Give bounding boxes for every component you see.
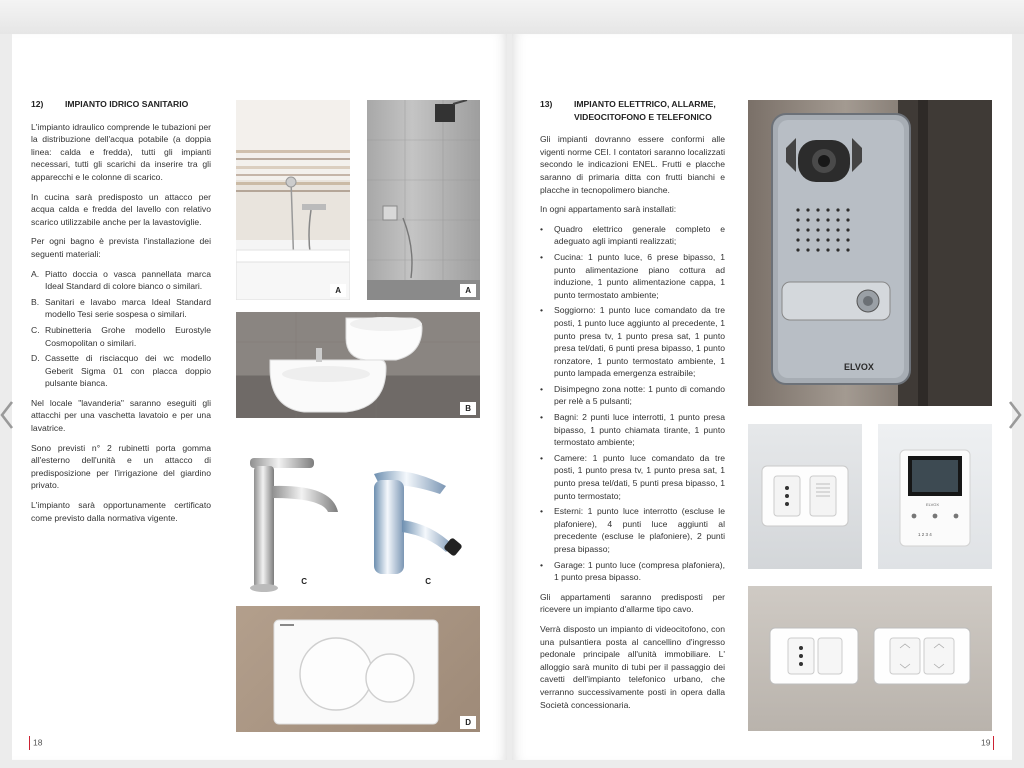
bidet-mixer-photo — [360, 460, 480, 594]
paragraph: Gli appartamenti saranno predisposti per ricevere un impianto d'allarme tipo cavo. — [540, 591, 725, 615]
chevron-right-icon[interactable] — [1008, 400, 1022, 430]
paragraph: Gli impianti dovranno essere conformi alle vigenti norme CEI. I contatori saranno localizzati secondo le indicazioni ENEL. Frutti e placche saranno di primaria ditta con frutti bianchi e placche in tecnopolimero bianche. — [540, 134, 725, 195]
paragraph: Verrà disposto un impianto di videocitofono, con una pulsantiera posta al cancellino d'ingresso pedonale principale all'unità immobiliare. L' alloggio sarà munito di tubi per il passaggio dei cavetti dell'impianto telefonico urbano, che verranno successivamente posti in opera dalla Società concessionaria. — [540, 623, 725, 710]
section-heading — [31, 98, 211, 111]
bathtub-photo — [236, 100, 350, 300]
left-text-column — [31, 98, 211, 531]
list-item: • Bagni: 2 punti luce interrotti, 1 punto presa bipasso, 1 punto chiamata tirante, 1 punto termostato ambiente; — [540, 412, 725, 448]
paragraph: L'impianto sarà opportunamente certificato come previsto dalla normativa vigente. — [31, 500, 211, 523]
photo-tag: C — [420, 575, 436, 588]
list-item: • Esterni: 1 punto luce interrotto (escluse le plafoniere), 4 punti luce aggiunti al precedente (escluse le plafoniere), 2 punti presa bipasso; — [540, 506, 725, 554]
list-item: D. Cassette di risciacquo dei wc modello Geberit Sigma 01 con placca doppio pulsante bianca. — [31, 353, 211, 389]
socket-switch-photo — [748, 424, 862, 569]
section-number: 12) — [31, 99, 44, 109]
intercom-panel-photo — [748, 100, 992, 406]
list-item: C. Rubinetteria Grohe modello Eurostyle Cosmopolitan o similari. — [31, 324, 211, 348]
right-text-column — [540, 98, 725, 718]
monitor-keypad-labels: 1 2 3 4 — [918, 532, 932, 537]
paragraph: Nel locale "lavanderia" saranno eseguiti gli attacchi per una vaschetta lavatoio e per una lavatrice. — [31, 397, 211, 434]
list-item: • Disimpegno zona notte: 1 punto di comando per relè a 5 pulsanti; — [540, 383, 725, 407]
page-number-left: 18 — [26, 736, 42, 750]
paragraph: Per ogni bagno è prevista l'installazione dei seguenti materiali: — [31, 236, 211, 259]
photo-tag: D — [460, 716, 476, 729]
chevron-left-icon[interactable] — [0, 400, 14, 430]
section-title: VIDEOCITOFONO E TELEFONICO — [574, 111, 712, 122]
section-title: IMPIANTO ELETTRICO, ALLARME, — [574, 99, 716, 109]
list-item: A. Piatto doccia o vasca pannellata marca Ideal Standard di colore bianco o similari. — [31, 268, 211, 292]
photo-tag: C — [296, 575, 312, 588]
page-number-right: 19 — [981, 736, 997, 750]
photo-tag: A — [330, 284, 346, 297]
section-title: IMPIANTO IDRICO SANITARIO — [65, 99, 189, 109]
materials-list — [31, 268, 211, 390]
list-item: • Cucina: 1 punto luce, 6 prese bipasso, 1 punto alimentazione piano cottura ad induzione, 1 punto alimentazione cappa, 1 punto termostato ambiente; — [540, 251, 725, 300]
list-item: • Soggiorno: 1 punto luce comandato da tre posti, 1 punto luce aggiunto al precedente, 1 punto presa tv, 1 punto presa sat, 1 punto presa tel/dati, 6 punti presa bipasso, 1 punto ronzatore, 1 punto termostato ambiente, 1 punto lampada emergenza estraibile; — [540, 305, 725, 379]
paragraph: Sono previsti n° 2 rubinetti porta gomma all'esterno dell'unità e un attacco di predisposizione per l'irrigazione del giardino privato. — [31, 442, 211, 491]
paragraph: In cucina sarà predisposto un attacco per acqua calda e fredda del lavello con relativo scarico utilizzabile anche per la lavastoviglie. — [31, 191, 211, 227]
indoor-monitor-photo — [878, 424, 992, 569]
paragraph: In ogni appartamento sarà installati: — [540, 204, 677, 215]
section-number: 13) — [540, 99, 553, 109]
shower-photo — [367, 100, 480, 300]
list-item: • Camere: 1 punto luce comandato da tre posti, 1 punto presa tv, 1 punto presa sat, 1 punto presa tel/dati, 5 punti presa bipasso, 1 punto termostato; — [540, 452, 725, 501]
electrical-list — [540, 223, 725, 584]
photo-tag: A — [460, 284, 476, 297]
list-item: • Garage: 1 punto luce (compresa plafoniera), 1 punto presa bipasso. — [540, 559, 725, 583]
monitor-brand: ELVOX — [926, 502, 940, 507]
basin-mixer-photo — [236, 440, 356, 594]
section-heading — [540, 98, 725, 123]
flush-plate-photo — [236, 606, 480, 732]
intercom-brand: ELVOX — [844, 362, 874, 372]
wall-plates-photo — [748, 586, 992, 731]
photo-tag: B — [460, 402, 476, 415]
list-item: • Quadro elettrico generale completo e adeguato agli impianti realizzati; — [540, 223, 725, 247]
paragraph: L'impianto idraulico comprende le tubazioni per la distribuzione dell'acqua potabile (a doppia linea: calda e fredda), tutti gli impianti necessari, tutti gli scarichi da inserire tra gli apparecchi e le colonne di scarico. — [31, 121, 211, 182]
list-item: B. Sanitari e lavabo marca Ideal Standard modello Tesi serie sospesa o similari. — [31, 296, 211, 320]
sanitari-photo — [236, 312, 480, 418]
